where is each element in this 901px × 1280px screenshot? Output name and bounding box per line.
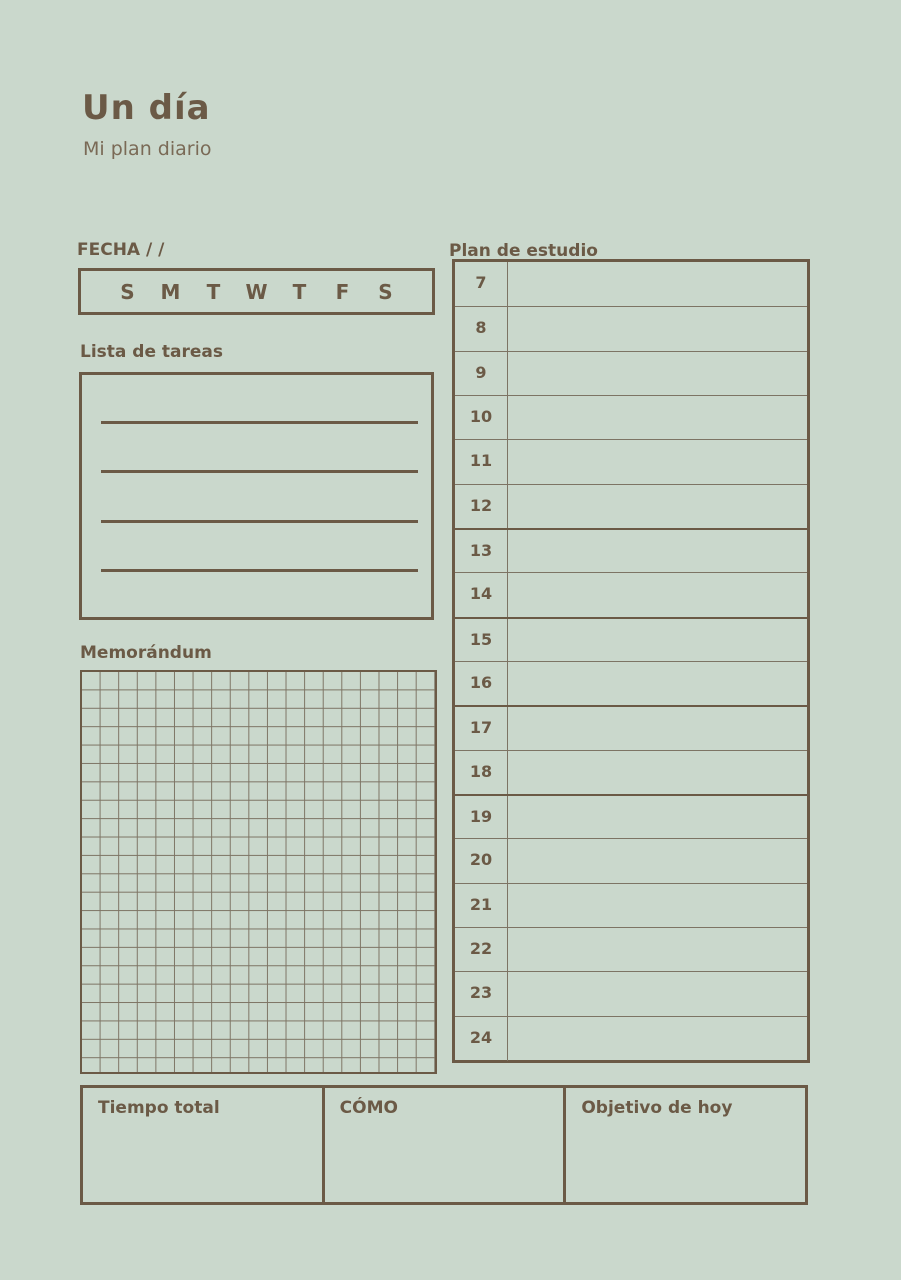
study-plan-column-divider bbox=[507, 928, 508, 972]
study-plan-row[interactable] bbox=[455, 262, 807, 306]
study-plan-table bbox=[452, 259, 810, 1063]
study-plan-row[interactable] bbox=[455, 572, 807, 617]
study-plan-column-divider bbox=[507, 440, 508, 484]
weekday-sunday[interactable]: S bbox=[120, 279, 135, 304]
weekday-wednesday[interactable]: W bbox=[245, 279, 268, 304]
weekday-row bbox=[78, 268, 435, 315]
study-plan-hour: 9 bbox=[475, 362, 487, 382]
study-plan-column-divider bbox=[507, 307, 508, 351]
total-time-label: Tiempo total bbox=[98, 1098, 220, 1118]
study-plan-column-divider bbox=[507, 619, 508, 663]
study-plan-row[interactable] bbox=[455, 617, 807, 663]
task-list-label: Lista de tareas bbox=[80, 342, 224, 362]
task-line[interactable] bbox=[101, 569, 418, 572]
study-plan-column-divider bbox=[507, 972, 508, 1016]
page-title: Un día bbox=[82, 88, 211, 128]
weekday-tuesday[interactable]: T bbox=[206, 279, 221, 304]
task-list-box bbox=[79, 372, 434, 620]
how-box[interactable] bbox=[322, 1088, 564, 1202]
memo-label: Memorándum bbox=[80, 643, 212, 663]
study-plan-column-divider bbox=[507, 262, 508, 306]
how-label: CÓMO bbox=[339, 1098, 398, 1118]
study-plan-row[interactable] bbox=[455, 1016, 807, 1061]
study-plan-hour: 15 bbox=[469, 629, 493, 649]
study-plan-hour: 13 bbox=[469, 541, 493, 560]
study-plan-hour: 14 bbox=[469, 584, 493, 604]
study-plan-row[interactable] bbox=[455, 705, 807, 751]
study-plan-row[interactable] bbox=[455, 395, 807, 440]
study-plan-row[interactable] bbox=[455, 838, 807, 883]
study-plan-row[interactable] bbox=[455, 661, 807, 706]
study-plan-hour: 18 bbox=[469, 761, 493, 781]
study-plan-row[interactable] bbox=[455, 351, 807, 396]
study-plan-column-divider bbox=[507, 1017, 508, 1061]
study-plan-column-divider bbox=[507, 396, 508, 440]
study-plan-hour: 7 bbox=[475, 273, 487, 292]
study-plan-row[interactable] bbox=[455, 971, 807, 1016]
study-plan-hour: 10 bbox=[469, 407, 493, 426]
study-plan-hour: 8 bbox=[475, 318, 487, 338]
date-label: FECHA / / bbox=[77, 240, 165, 260]
study-plan-label: Plan de estudio bbox=[449, 241, 598, 261]
study-plan-column-divider bbox=[507, 884, 508, 928]
study-plan-row[interactable] bbox=[455, 306, 807, 351]
total-time-box[interactable] bbox=[83, 1088, 322, 1202]
study-plan-column-divider bbox=[507, 751, 508, 795]
study-plan-row[interactable] bbox=[455, 883, 807, 928]
task-line[interactable] bbox=[101, 470, 418, 473]
study-plan-hour: 20 bbox=[469, 850, 493, 870]
study-plan-column-divider bbox=[507, 796, 508, 840]
weekday-thursday[interactable]: T bbox=[292, 279, 307, 304]
study-plan-row[interactable] bbox=[455, 484, 807, 529]
task-line[interactable] bbox=[101, 421, 418, 424]
study-plan-hour: 16 bbox=[469, 673, 493, 692]
study-plan-column-divider bbox=[507, 839, 508, 883]
study-plan-hour: 17 bbox=[469, 718, 493, 738]
summary-boxes bbox=[80, 1085, 808, 1205]
study-plan-hour: 11 bbox=[469, 451, 493, 471]
study-plan-column-divider bbox=[507, 485, 508, 529]
study-plan-row[interactable] bbox=[455, 794, 807, 840]
page-subtitle: Mi plan diario bbox=[83, 138, 212, 160]
study-plan-hour: 12 bbox=[469, 495, 493, 515]
task-line[interactable] bbox=[101, 520, 418, 523]
memo-grid[interactable] bbox=[80, 670, 437, 1074]
goal-label: Objetivo de hoy bbox=[581, 1098, 733, 1118]
study-plan-hour: 23 bbox=[469, 983, 493, 1003]
weekday-friday[interactable]: F bbox=[335, 279, 350, 304]
study-plan-row[interactable] bbox=[455, 439, 807, 484]
study-plan-column-divider bbox=[507, 573, 508, 617]
study-plan-hour: 21 bbox=[469, 894, 493, 914]
study-plan-hour: 24 bbox=[469, 1027, 493, 1047]
study-plan-row[interactable] bbox=[455, 927, 807, 972]
study-plan-hour: 19 bbox=[469, 807, 493, 826]
weekday-monday[interactable]: M bbox=[160, 279, 181, 304]
study-plan-column-divider bbox=[507, 662, 508, 706]
study-plan-column-divider bbox=[507, 707, 508, 751]
study-plan-row[interactable] bbox=[455, 750, 807, 795]
study-plan-column-divider bbox=[507, 530, 508, 574]
study-plan-column-divider bbox=[507, 352, 508, 396]
goal-box[interactable] bbox=[563, 1088, 805, 1202]
study-plan-hour: 22 bbox=[469, 939, 493, 958]
weekday-saturday[interactable]: S bbox=[378, 279, 393, 304]
study-plan-row[interactable] bbox=[455, 528, 807, 574]
